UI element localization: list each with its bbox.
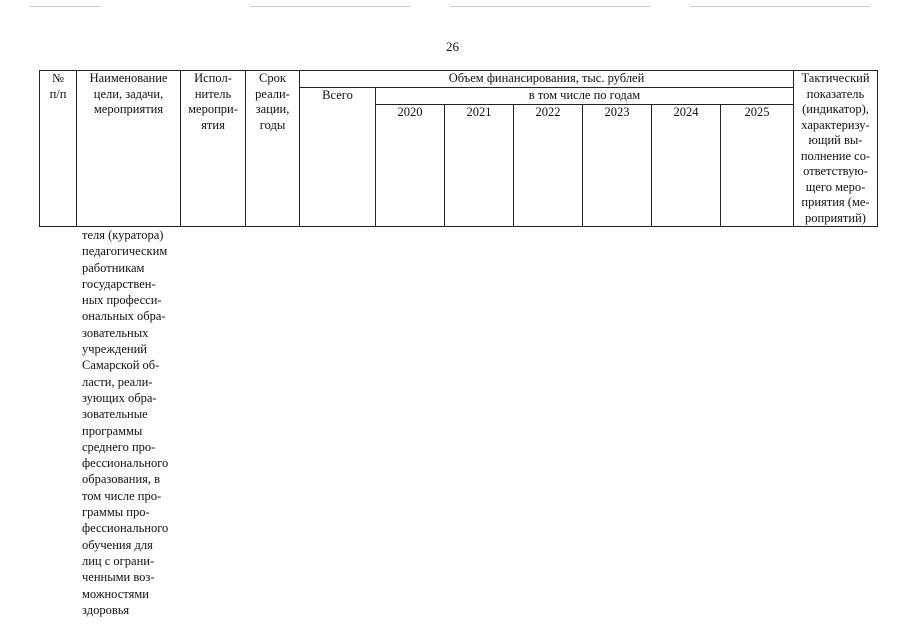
header-number: № п/п — [40, 71, 77, 227]
header-name: Наименование цели, задачи, мероприятия — [77, 71, 181, 227]
continuation-line: здоровья — [82, 602, 130, 617]
scan-edge-line — [250, 6, 410, 7]
continuation-line: педагогическим — [82, 244, 168, 259]
header-year: 2021 — [445, 105, 514, 227]
continuation-line: ченными воз- — [82, 570, 155, 585]
page-number: 26 — [446, 39, 459, 54]
continuation-line: ных професси- — [82, 293, 162, 308]
continuation-line: Самарской об- — [82, 358, 160, 373]
continuation-line: зующих обра- — [82, 390, 157, 405]
continuation-line: ласти, реали- — [82, 374, 153, 389]
continuation-line: обучения для — [82, 537, 153, 552]
scan-edge-line — [30, 6, 100, 7]
continuation-line: зовательных — [82, 325, 149, 340]
header-year: 2024 — [652, 105, 721, 227]
scan-edge-line — [690, 6, 870, 7]
scan-edge-line — [450, 6, 650, 7]
continuation-line: программы — [82, 423, 143, 438]
continuation-line: работникам — [82, 260, 145, 275]
header-term: Срок реали- зации, годы — [246, 71, 300, 227]
header-year: 2020 — [376, 105, 445, 227]
continuation-line: фессионального — [82, 521, 169, 536]
continuation-line: том числе про- — [82, 488, 162, 503]
continuation-line: среднего про- — [82, 439, 156, 454]
continuation-line: ональных обра- — [82, 309, 166, 324]
measure-name-continuation — [82, 227, 192, 618]
header-executor: Испол- нитель меропри- ятия — [181, 71, 246, 227]
continuation-line: образования, в — [82, 472, 161, 487]
header-year: 2025 — [721, 105, 794, 227]
continuation-line: можностями — [82, 586, 149, 601]
header-funding: Объем финансирования, тыс. рублей — [300, 71, 794, 88]
continuation-line: фессионального — [82, 456, 169, 471]
continuation-line: теля (куратора) — [82, 228, 164, 242]
continuation-line: учреждений — [82, 342, 147, 357]
header-indicator: Тактический показатель (индикатор), характеризу- ющий вы- полнение со- ответствую- щего меро- приятия (ме- роприятий) — [794, 71, 878, 227]
continuation-line: лиц с ограни- — [82, 553, 155, 568]
continuation-line: государствен- — [82, 276, 156, 291]
continuation-line: зовательные — [82, 407, 148, 422]
continuation-line: граммы про- — [82, 505, 150, 520]
header-by-years: в том числе по годам — [376, 87, 794, 105]
header-year: 2022 — [514, 105, 583, 227]
header-total: Всего — [300, 87, 376, 227]
header-year: 2023 — [583, 105, 652, 227]
funding-table-header — [39, 70, 878, 227]
